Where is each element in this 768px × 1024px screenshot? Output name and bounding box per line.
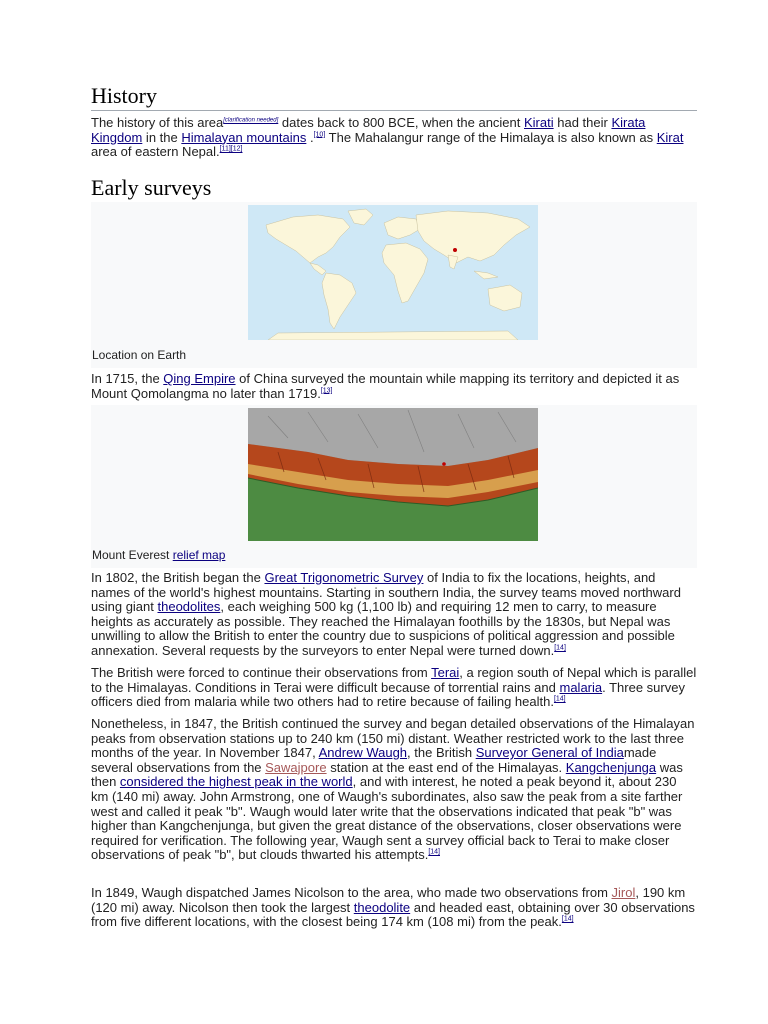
link-highest-peak[interactable]: considered the highest peak in the world bbox=[119, 774, 353, 790]
figure-caption-relief: Mount Everest relief map bbox=[92, 548, 226, 562]
link-qing-empire[interactable]: Qing Empire bbox=[163, 371, 236, 386]
survey-1849-paragraph: In 1849, Waugh dispatched James Nicolson to the area, who made two observations from Jirol, 190 km (120 mi) away. Nicolson then took the largest theodolite and headed east, obtaining over 30 observations from five different locations, with the closest being 174 km (108 mi) from the peak.[14] bbox=[91, 885, 695, 930]
link-theodolites[interactable]: theodolites bbox=[157, 599, 221, 615]
history-paragraph: The history of this area[clarification needed] dates back to 800 BCE, when the ancient Kirati had their Kirata Kingdom in the Himalayan mountains .[10] The Mahalangur range of the Himalaya is also known as Kirat area of eastern Nepal.[11][12] bbox=[91, 115, 684, 160]
location-marker-icon bbox=[453, 248, 457, 252]
link-malaria[interactable]: malaria bbox=[559, 679, 603, 695]
section-heading-early-surveys: Early surveys bbox=[91, 175, 697, 203]
ref-10[interactable]: [10] bbox=[313, 131, 326, 139]
link-sawajpore[interactable]: Sawajpore bbox=[265, 759, 327, 775]
link-theodolite[interactable]: theodolite bbox=[353, 899, 411, 915]
ref-11-12[interactable]: [11][12] bbox=[219, 145, 243, 153]
world-map-image[interactable] bbox=[248, 205, 538, 340]
clarification-needed-link[interactable]: [clarification needed] bbox=[223, 117, 279, 124]
link-kirati[interactable]: Kirati bbox=[524, 115, 554, 130]
ref-14[interactable]: [14] bbox=[554, 644, 566, 652]
ref-14[interactable]: [14] bbox=[553, 695, 566, 703]
survey-1802-paragraph: In 1802, the British began the Great Trigonometric Survey of India to fix the locations, heights, and names of the world's highest mountains. Starting in southern India, the survey teams moved northward using giant theodolites, each weighing 500 kg (1,100 lb) and requiring 12 men to carry, to measure heights as accurately as possible. They reached the Himalayan foothills by the 1830s, but Nepal was unwilling to allow the British to enter the country due to suspicions of political aggression and possible annexation. Several requests by the surveyors to enter Nepal were turned down.[14] bbox=[91, 570, 681, 658]
link-andrew-waugh[interactable]: Andrew Waugh bbox=[318, 745, 408, 761]
link-kangchenjunga[interactable]: Kangchenjunga bbox=[565, 759, 657, 775]
link-surveyor-general-of-india[interactable]: Surveyor General of India bbox=[475, 745, 624, 761]
survey-1847-paragraph: Nonetheless, in 1847, the British continued the survey and began detailed observations of the Himalayan peaks from observation stations up to 240 km (150 mi) distant. Weather restricted work to the last three months of the year. In November 1847, Andrew Waugh, the British Surveyor General of Indiamade several observations from the Sawajpore station at the east end of the Himalayas. Kangchenjunga was then considered the highest peak in the world, and with interest, he noted a peak beyond it, about 230 km (140 mi) away. John Armstrong, one of Waugh's subordinates, also saw the peak from a site farther west and called it peak "b". Waugh would later write that the observations indicated that peak "b" was higher than Kangchenjunga, but given the great distance of the observations, closer observations were required for verification. The following year, Waugh sent a survey official back to Terai to make closer observations of peak "b", but clouds thwarted his attempts.[14] bbox=[91, 716, 695, 863]
ref-14[interactable]: [14] bbox=[428, 849, 440, 857]
link-himalayan-mountains[interactable]: Himalayan mountains bbox=[181, 129, 307, 145]
link-kirata-kingdom[interactable]: Kirata Kingdom bbox=[91, 115, 646, 145]
ref-13[interactable]: [13] bbox=[320, 387, 333, 395]
link-terai[interactable]: Terai bbox=[431, 665, 460, 680]
qing-paragraph: In 1715, the Qing Empire of China surveyed the mountain while mapping its territory and depicted it as Mount Qomolangma no later than 1719.[13] bbox=[91, 371, 680, 401]
figure-caption-location: Location on Earth bbox=[92, 348, 187, 362]
link-great-trigonometric-survey[interactable]: Great Trigonometric Survey bbox=[264, 570, 424, 585]
everest-marker-icon bbox=[442, 462, 446, 466]
link-kirat[interactable]: Kirat bbox=[656, 129, 684, 145]
section-heading-history: History bbox=[91, 83, 697, 111]
relief-map-image[interactable] bbox=[248, 408, 538, 541]
terai-paragraph: The British were forced to continue their observations from Terai, a region south of Nepal which is parallel to the Himalayas. Conditions in Terai were difficult because of torrential rains and malaria. Three survey officers died from malaria while two others had to retire because of failing health.[14] bbox=[91, 665, 697, 710]
relief-map-figure bbox=[91, 405, 697, 568]
location-map-figure bbox=[91, 202, 697, 368]
link-relief-map[interactable]: relief map bbox=[172, 548, 226, 562]
ref-14[interactable]: [14] bbox=[561, 915, 574, 923]
link-jirol[interactable]: Jirol bbox=[611, 885, 636, 900]
